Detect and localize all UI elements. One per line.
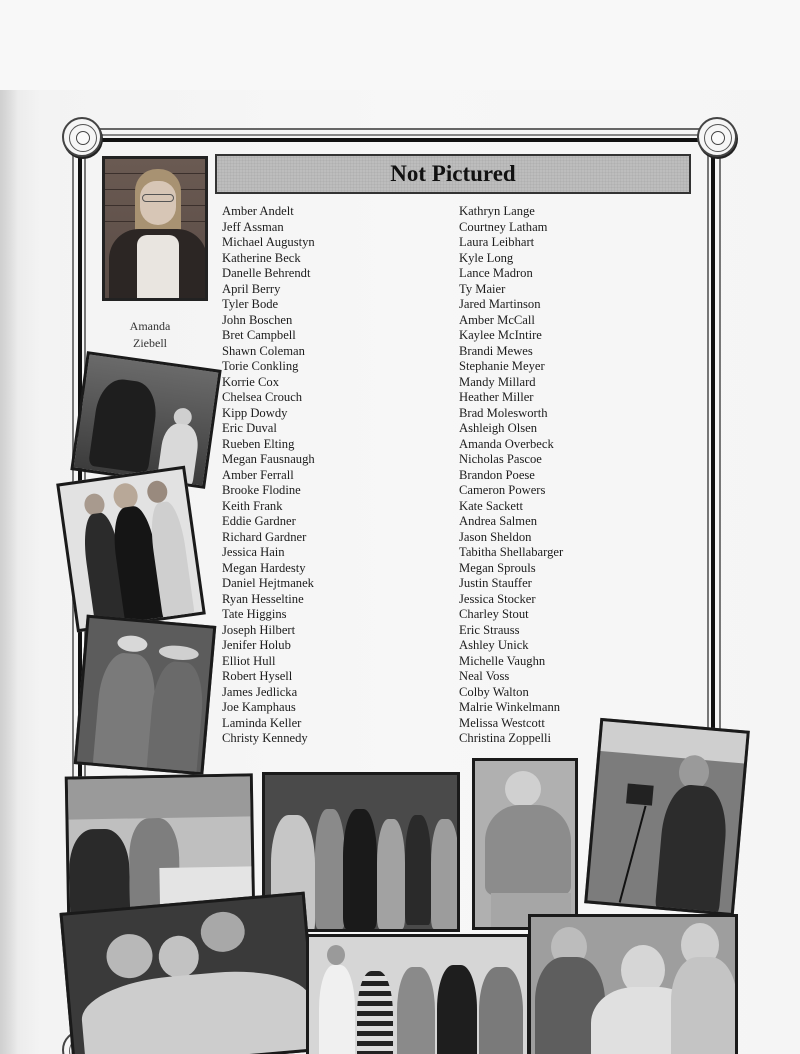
name-list-item: Charley Stout bbox=[459, 607, 529, 621]
name-list-item: Rueben Elting bbox=[222, 436, 295, 451]
name-list-item: Eric Strauss bbox=[459, 622, 520, 637]
names-column-1 bbox=[222, 204, 315, 747]
name-list-item: Shawn Coleman bbox=[222, 343, 305, 358]
name-list-item: Cameron Powers bbox=[459, 483, 546, 497]
name-list-item: Ashley Unick bbox=[459, 638, 529, 652]
name-list-item: Michael Augustyn bbox=[222, 235, 315, 249]
page-edge-shadow bbox=[0, 90, 18, 1054]
name-list-item: Amanda Overbeck bbox=[459, 436, 554, 451]
name-list-item: Tyler Bode bbox=[222, 297, 279, 311]
photo-student-cap bbox=[472, 758, 578, 930]
name-list-item: Megan Sprouls bbox=[459, 560, 536, 575]
name-list-item: Chelsea Crouch bbox=[222, 390, 303, 404]
name-list-item: Kipp Dowdy bbox=[222, 405, 288, 420]
photo-camera-tripod bbox=[584, 718, 750, 916]
name-list-item: Brandon Poese bbox=[459, 467, 535, 482]
name-list-item: Lance Madron bbox=[459, 266, 533, 280]
name-list-item: Katherine Beck bbox=[222, 250, 301, 265]
name-list-item: Kyle Long bbox=[459, 250, 514, 265]
name-list-item: Kaylee McIntire bbox=[459, 328, 542, 342]
name-list-item: Tate Higgins bbox=[222, 607, 287, 621]
name-list-item: Kate Sackett bbox=[459, 498, 523, 513]
name-list-item: Justin Stauffer bbox=[459, 576, 532, 590]
name-list-item: Jason Sheldon bbox=[459, 529, 532, 544]
name-list-item: James Jedlicka bbox=[222, 684, 298, 699]
corner-rosette-icon bbox=[62, 117, 102, 157]
names-column-2 bbox=[459, 204, 563, 747]
name-list-item: Tabitha Shellabarger bbox=[459, 545, 564, 559]
name-list-item: Heather Miller bbox=[459, 390, 534, 404]
frame-right-rail bbox=[707, 142, 721, 742]
name-list-item: Robert Hysell bbox=[222, 669, 293, 683]
name-list-item: Eddie Gardner bbox=[222, 514, 296, 528]
portrait-caption bbox=[102, 318, 198, 352]
caption-first-name: Amanda bbox=[129, 319, 171, 333]
name-list-item: Elliot Hull bbox=[222, 653, 276, 668]
name-list-item: Megan Hardesty bbox=[222, 560, 306, 575]
photo-horse-show bbox=[70, 351, 221, 489]
photo-scrubs bbox=[528, 914, 738, 1054]
name-list-item: April Berry bbox=[222, 281, 281, 296]
name-list-item: Malrie Winkelmann bbox=[459, 700, 561, 714]
name-list-item: Brandi Mewes bbox=[459, 343, 533, 358]
name-list-item: Laminda Keller bbox=[222, 715, 302, 730]
name-list-item: Mandy Millard bbox=[459, 374, 536, 389]
photo-three-girls bbox=[56, 466, 206, 633]
name-list-item: Nicholas Pascoe bbox=[459, 452, 542, 466]
name-list-item: Jared Martinson bbox=[459, 297, 541, 311]
caption-last-name: Ziebell bbox=[133, 336, 167, 350]
featured-portrait-photo bbox=[102, 156, 208, 301]
name-list-item: Keith Frank bbox=[222, 498, 283, 513]
name-list-item: Michelle Vaughn bbox=[459, 653, 546, 668]
name-list-item: Danelle Behrendt bbox=[222, 266, 311, 280]
name-list-item: Joe Kamphaus bbox=[222, 700, 296, 714]
name-list-item: Torie Conkling bbox=[222, 359, 299, 373]
name-list-item: Megan Fausnaugh bbox=[222, 452, 315, 466]
name-list-item: Christina Zoppelli bbox=[459, 731, 551, 745]
name-list-item: Bret Campbell bbox=[222, 328, 296, 342]
frame-top-rail bbox=[80, 128, 720, 142]
name-list-item: Stephanie Meyer bbox=[459, 359, 545, 373]
photo-cowboy-hats bbox=[74, 615, 217, 776]
name-list-item: Ty Maier bbox=[459, 281, 506, 296]
name-list-item: Kathryn Lange bbox=[459, 204, 535, 218]
name-list-item: Richard Gardner bbox=[222, 529, 307, 544]
name-list-item: Ryan Hesseltine bbox=[222, 591, 304, 606]
name-list-item: Christy Kennedy bbox=[222, 731, 308, 745]
photo-five-students bbox=[306, 934, 530, 1054]
name-list-item: Eric Duval bbox=[222, 421, 277, 435]
top-margin bbox=[0, 0, 800, 90]
name-list-item: Laura Leibhart bbox=[459, 235, 535, 249]
name-list-item: Amber McCall bbox=[459, 312, 535, 327]
name-list-item: Jessica Hain bbox=[222, 545, 285, 559]
name-list-item: Joseph Hilbert bbox=[222, 622, 296, 637]
name-list-item: Amber Andelt bbox=[222, 204, 294, 218]
photo-group-hug bbox=[59, 892, 318, 1054]
page-title: Not Pictured bbox=[390, 161, 516, 186]
name-list-item: John Boschen bbox=[222, 312, 293, 327]
name-list-item: Jessica Stocker bbox=[459, 591, 536, 606]
name-list-item: Amber Ferrall bbox=[222, 467, 294, 482]
name-list-item: Brooke Flodine bbox=[222, 483, 301, 497]
name-list-item: Courtney Latham bbox=[459, 219, 548, 234]
name-list-item: Brad Molesworth bbox=[459, 405, 548, 420]
name-list-item: Daniel Hejtmanek bbox=[222, 576, 314, 590]
name-list-item: Melissa Westcott bbox=[459, 715, 545, 730]
name-list-item: Andrea Salmen bbox=[459, 514, 537, 528]
name-list-item: Colby Walton bbox=[459, 684, 529, 699]
name-list-item: Jeff Assman bbox=[222, 219, 284, 234]
corner-rosette-icon bbox=[697, 117, 737, 157]
glasses-detail bbox=[142, 194, 174, 202]
name-list-item: Jenifer Holub bbox=[222, 638, 291, 652]
name-list-item: Neal Voss bbox=[459, 669, 510, 683]
name-list-item: Ashleigh Olsen bbox=[459, 421, 538, 435]
section-header-banner bbox=[215, 154, 691, 194]
name-list-item: Korrie Cox bbox=[222, 374, 280, 389]
